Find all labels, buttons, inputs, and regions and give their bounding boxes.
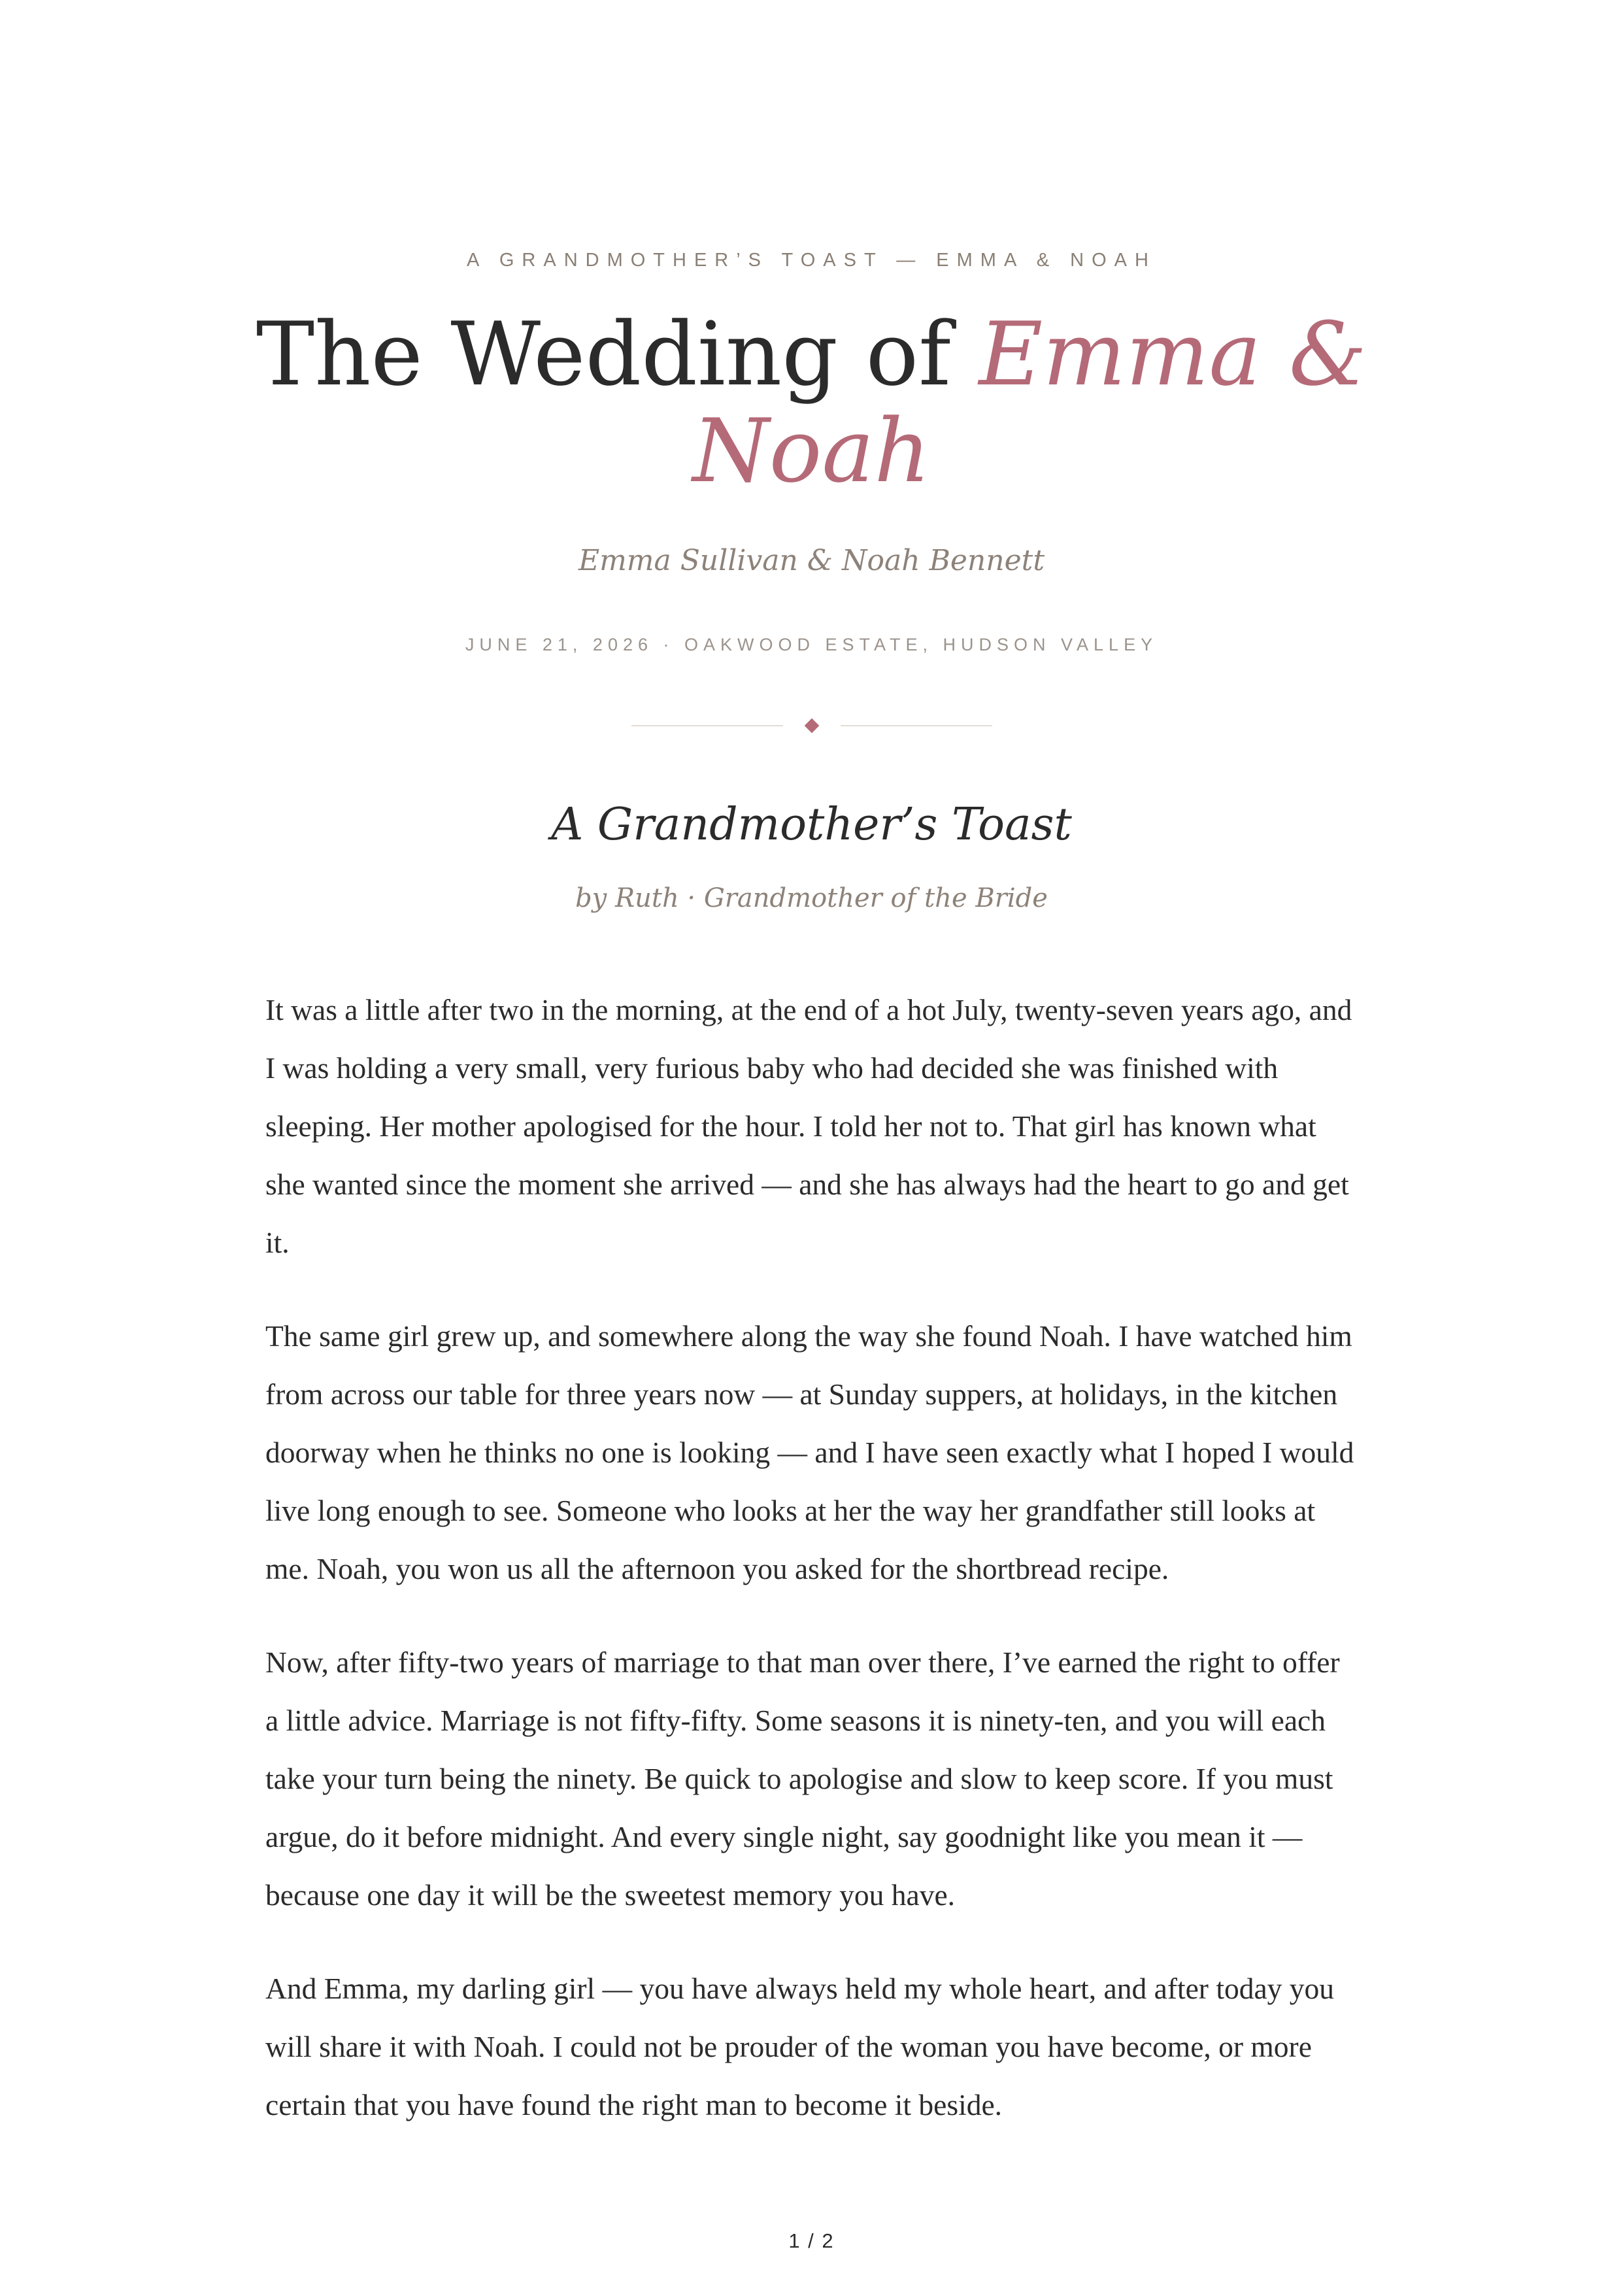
eyebrow-label: A GRANDMOTHER’S TOAST — EMMA & NOAH [467,250,1156,271]
page-number: 1 / 2 [788,2229,835,2252]
divider-line-right [841,725,992,726]
page-title [248,303,1375,502]
title-accent-names: Emma & Noah [692,303,1367,502]
toast-paragraph: It was a little after two in the morning, at the end of a hot July, twenty-seven years ago, and I was holding a very small, very furious baby who had decided she was finished with sleeping. Her mother apologised for the hour. I told her not to. That girl has known what she wanted since the moment she arrived — and she has always had the heart to go and get it. [265,993,1352,1259]
toast-paragraph: Now, after fifty-two years of marriage to that man over there, I’ve earned the right to offer a little advice. Marriage is not fifty-fifty. Some seasons it is ninety-ten, and you will each take your turn being the ninety. Be quick to apologise and slow to keep score. If you must argue, do it before midnight. And every single night, say goodnight like you mean it — because one day it will be the sweetest memory you have. [265,1646,1340,1912]
couple-names: Emma Sullivan & Noah Bennett [578,544,1045,577]
diamond-icon [805,718,820,734]
event-date-location: JUNE 21, 2026 · OAKWOOD ESTATE, HUDSON VALLEY [465,635,1158,654]
toast-body [265,981,1358,2169]
toast-heading: A Grandmother’s Toast [551,799,1072,851]
toast-byline: by Ruth · Grandmother of the Bride [575,883,1048,913]
toast-paragraph: The same girl grew up, and somewhere along the way she found Noah. I have watched him from across our table for three years now — at Sunday suppers, at holidays, in the kitchen doorway when he thinks no one is looking — and I have seen exactly what I hoped I would live long enough to see. Someone who looks at her the way her grandfather still looks at me. Noah, you won us all the afternoon you asked for the shortbread recipe. [265,1319,1354,1585]
ornamental-divider [631,718,992,734]
title-plain: The Wedding of [256,303,979,405]
divider-line-left [631,725,783,726]
toast-paragraph: And Emma, my darling girl — you have always held my whole heart, and after today you will share it with Noah. I could not be prouder of the woman you have become, or more certain that you have found the right man to become it beside. [265,1972,1335,2121]
